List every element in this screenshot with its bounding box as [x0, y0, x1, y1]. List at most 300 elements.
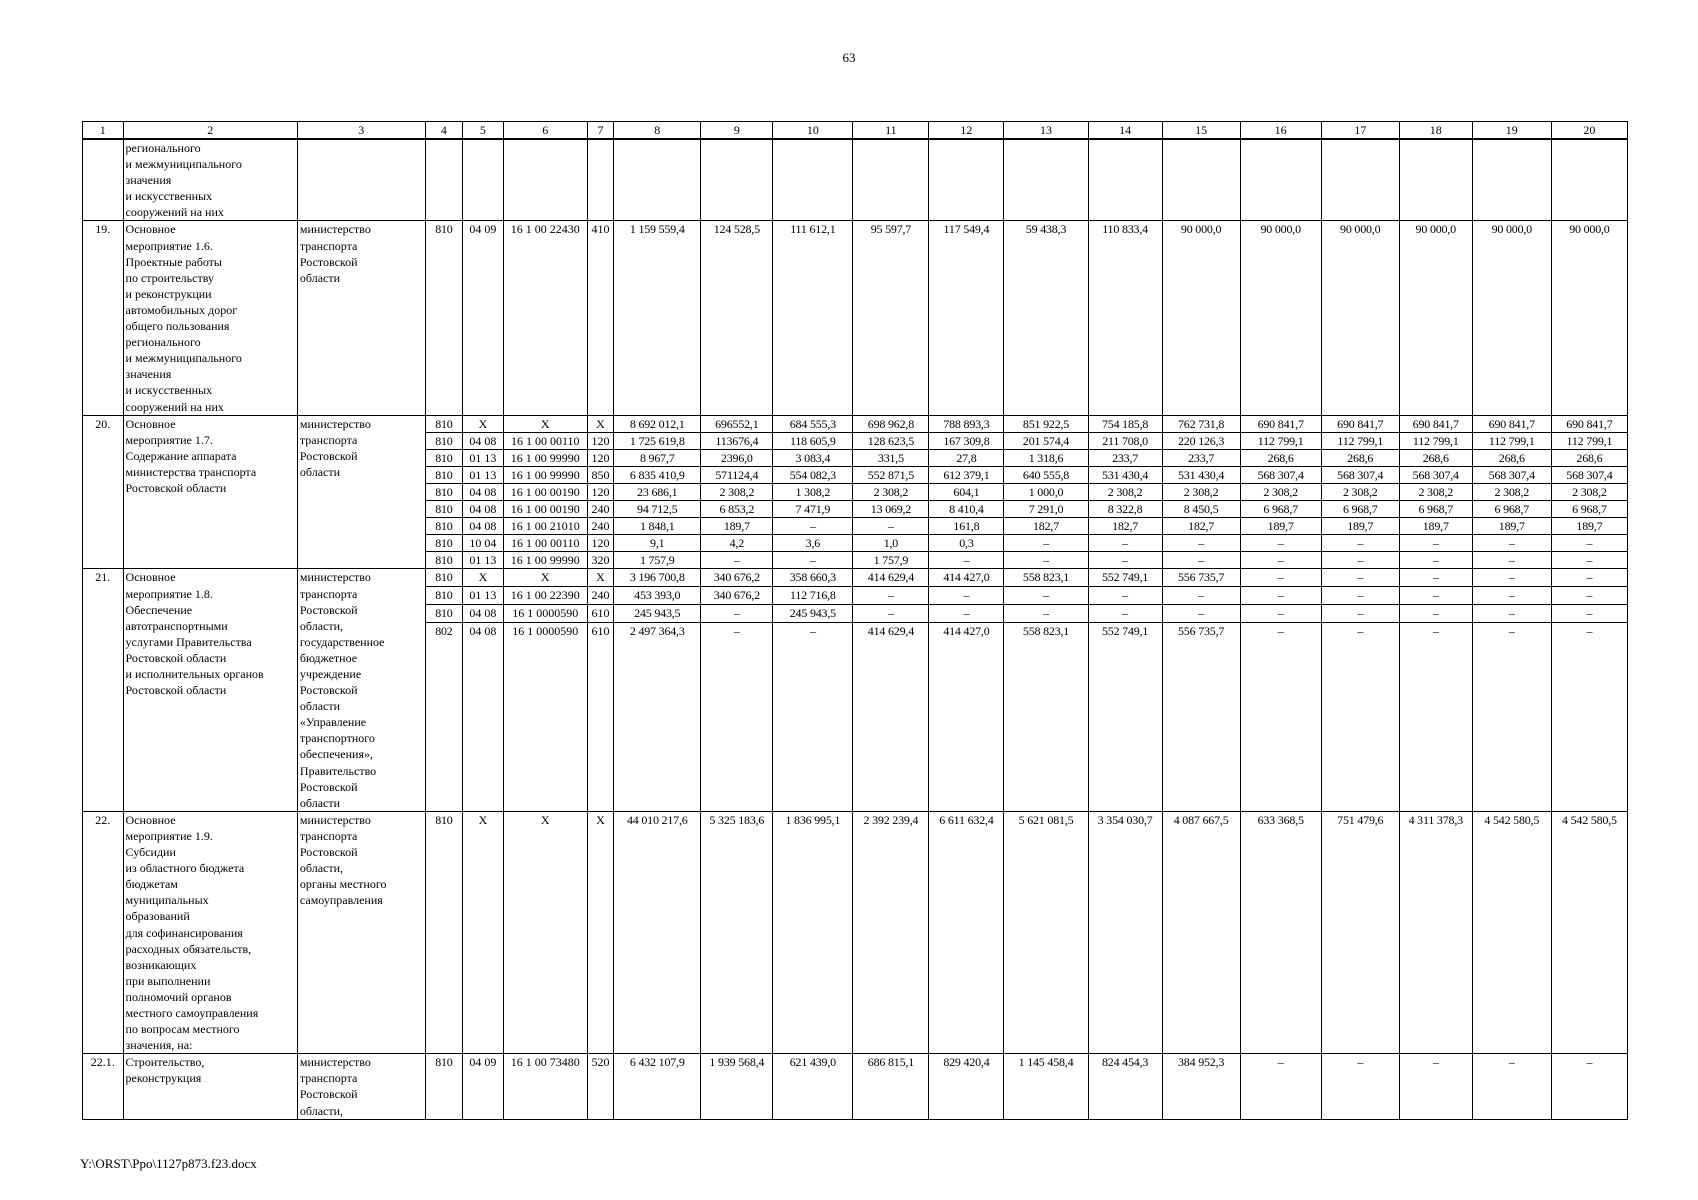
- activity-name: Основное мероприятие 1.6. Проектные работы по строительству и реконструкции автомобильных дорог общего пользования регионального и межмуниципального значения и искусственных сооружений на них: [123, 221, 297, 415]
- section-code: 04 09: [463, 221, 504, 415]
- section-code: 04 08: [463, 432, 504, 449]
- amount-year-col-16: –: [1162, 587, 1240, 605]
- amount-year-col-18: 6 968,7: [1321, 501, 1399, 518]
- amount-year-col-15: 552 749,1: [1088, 569, 1162, 587]
- amount-year-col-14: 1 000,0: [1004, 483, 1088, 500]
- empty-cell: [463, 139, 504, 221]
- amount-year-col-15: 233,7: [1088, 449, 1162, 466]
- amount-year-col-16: –: [1162, 605, 1240, 623]
- amount-year-col-18: 2 308,2: [1321, 483, 1399, 500]
- amount-year-col-21: –: [1551, 587, 1627, 605]
- section-code: 01 13: [463, 449, 504, 466]
- amount-year-col-21: –: [1551, 1054, 1627, 1119]
- amount-year-col-16: 556 735,7: [1162, 623, 1240, 812]
- amount-year-col-11: 1 836 995,1: [773, 811, 853, 1053]
- amount-year-col-18: –: [1321, 623, 1399, 812]
- amount-year-col-14: 201 574,4: [1004, 432, 1088, 449]
- empty-cell: [1472, 139, 1551, 221]
- empty-cell: [773, 139, 853, 221]
- section-code: 01 13: [463, 552, 504, 569]
- expense-type-code: 320: [587, 552, 613, 569]
- amount-year-col-20: 112 799,1: [1472, 432, 1551, 449]
- table-row: [83, 221, 1628, 415]
- amount-year-col-9: 2 497 364,3: [614, 623, 701, 812]
- amount-year-col-15: 182,7: [1088, 518, 1162, 535]
- amount-year-col-16: 531 430,4: [1162, 466, 1240, 483]
- amount-year-col-10: 4,2: [701, 535, 773, 552]
- amount-year-col-21: 4 542 580,5: [1551, 811, 1627, 1053]
- column-header-17: 17: [1321, 122, 1399, 140]
- amount-year-col-17: –: [1240, 535, 1321, 552]
- amount-year-col-11: 7 471,9: [773, 501, 853, 518]
- amount-year-col-11: 1 308,2: [773, 483, 853, 500]
- table-row: [83, 415, 1628, 432]
- page-number: 63: [842, 50, 856, 65]
- amount-year-col-14: 182,7: [1004, 518, 1088, 535]
- amount-year-col-15: –: [1088, 552, 1162, 569]
- empty-cell: [1399, 139, 1472, 221]
- amount-year-col-10: 6 853,2: [701, 501, 773, 518]
- empty-cell: [1004, 139, 1088, 221]
- empty-cell: [701, 139, 773, 221]
- empty-cell: [929, 139, 1004, 221]
- amount-year-col-9: 23 686,1: [614, 483, 701, 500]
- amount-year-col-17: 90 000,0: [1240, 221, 1321, 415]
- expense-type-code: 120: [587, 535, 613, 552]
- amount-year-col-20: –: [1472, 587, 1551, 605]
- amount-year-col-13: –: [929, 552, 1004, 569]
- amount-year-col-13: 27,8: [929, 449, 1004, 466]
- target-article-code: X: [503, 415, 587, 432]
- section-code: 10 04: [463, 535, 504, 552]
- empty-cell: [425, 139, 463, 221]
- expense-type-code: X: [587, 811, 613, 1053]
- amount-year-col-21: 112 799,1: [1551, 432, 1627, 449]
- amount-year-col-21: 2 308,2: [1551, 483, 1627, 500]
- amount-year-col-14: –: [1004, 552, 1088, 569]
- section-code: 04 08: [463, 518, 504, 535]
- expense-type-code: 240: [587, 518, 613, 535]
- empty-cell: [1162, 139, 1240, 221]
- section-code: X: [463, 811, 504, 1053]
- amount-year-col-21: 268,6: [1551, 449, 1627, 466]
- amount-year-col-9: 94 712,5: [614, 501, 701, 518]
- amount-year-col-12: 552 871,5: [853, 466, 929, 483]
- amount-year-col-17: –: [1240, 552, 1321, 569]
- amount-year-col-17: –: [1240, 623, 1321, 812]
- activity-name: Основное мероприятие 1.9. Субсидии из областного бюджета бюджетам муниципальных образований для софинансирования расходных обязательств, возникающих при выполнении полномочий органов местного самоуправления по вопросам местного значения, на:: [123, 811, 297, 1053]
- amount-year-col-17: 633 368,5: [1240, 811, 1321, 1053]
- amount-year-col-20: 690 841,7: [1472, 415, 1551, 432]
- section-code: 04 08: [463, 605, 504, 623]
- amount-year-col-10: 5 325 183,6: [701, 811, 773, 1053]
- amount-year-col-21: –: [1551, 623, 1627, 812]
- activity-name: Строительство, реконструкция: [123, 1054, 297, 1119]
- expense-type-code: X: [587, 569, 613, 587]
- amount-year-col-10: –: [701, 605, 773, 623]
- amount-year-col-14: 1 145 458,4: [1004, 1054, 1088, 1119]
- amount-year-col-19: –: [1399, 623, 1472, 812]
- amount-year-col-9: 8 692 012,1: [614, 415, 701, 432]
- target-article-code: 16 1 00 73480: [503, 1054, 587, 1119]
- amount-year-col-13: 612 379,1: [929, 466, 1004, 483]
- row-number: 21.: [83, 569, 124, 811]
- amount-year-col-11: 554 082,3: [773, 466, 853, 483]
- amount-year-col-9: 1 757,9: [614, 552, 701, 569]
- amount-year-col-16: 233,7: [1162, 449, 1240, 466]
- amount-year-col-12: 414 629,4: [853, 569, 929, 587]
- amount-year-col-13: 0,3: [929, 535, 1004, 552]
- target-article-code: 16 1 00 00110: [503, 535, 587, 552]
- ministry-code: 810: [425, 518, 463, 535]
- target-article-code: 16 1 00 00190: [503, 483, 587, 500]
- column-header-3: 3: [297, 122, 425, 140]
- amount-year-col-17: 6 968,7: [1240, 501, 1321, 518]
- amount-year-col-20: –: [1472, 605, 1551, 623]
- amount-year-col-19: –: [1399, 1054, 1472, 1119]
- column-header-8: 8: [614, 122, 701, 140]
- target-article-code: X: [503, 811, 587, 1053]
- amount-year-col-9: 6 835 410,9: [614, 466, 701, 483]
- ministry-code: 810: [425, 449, 463, 466]
- amount-year-col-15: 3 354 030,7: [1088, 811, 1162, 1053]
- row-number: 19.: [83, 221, 124, 415]
- amount-year-col-13: 161,8: [929, 518, 1004, 535]
- section-code: X: [463, 415, 504, 432]
- amount-year-col-21: 568 307,4: [1551, 466, 1627, 483]
- amount-year-col-11: 118 605,9: [773, 432, 853, 449]
- amount-year-col-11: 111 612,1: [773, 221, 853, 415]
- empty-cell: [614, 139, 701, 221]
- amount-year-col-18: 90 000,0: [1321, 221, 1399, 415]
- amount-year-col-16: 2 308,2: [1162, 483, 1240, 500]
- row-number: [83, 139, 124, 221]
- amount-year-col-12: 686 815,1: [853, 1054, 929, 1119]
- amount-year-col-12: 1,0: [853, 535, 929, 552]
- amount-year-col-16: –: [1162, 552, 1240, 569]
- amount-year-col-19: 4 311 378,3: [1399, 811, 1472, 1053]
- amount-year-col-19: –: [1399, 569, 1472, 587]
- amount-year-col-15: –: [1088, 535, 1162, 552]
- amount-year-col-20: 189,7: [1472, 518, 1551, 535]
- amount-year-col-11: 245 943,5: [773, 605, 853, 623]
- amount-year-col-18: –: [1321, 535, 1399, 552]
- ministry-code: 810: [425, 432, 463, 449]
- section-code: 04 09: [463, 1054, 504, 1119]
- amount-year-col-10: 340 676,2: [701, 569, 773, 587]
- amount-year-col-14: 640 555,8: [1004, 466, 1088, 483]
- amount-year-col-19: 2 308,2: [1399, 483, 1472, 500]
- amount-year-col-14: 59 438,3: [1004, 221, 1088, 415]
- amount-year-col-10: 113676,4: [701, 432, 773, 449]
- column-header-20: 20: [1551, 122, 1627, 140]
- amount-year-col-14: 5 621 081,5: [1004, 811, 1088, 1053]
- expense-type-code: 120: [587, 449, 613, 466]
- amount-year-col-9: 3 196 700,8: [614, 569, 701, 587]
- amount-year-col-15: 531 430,4: [1088, 466, 1162, 483]
- empty-cell: [297, 139, 425, 221]
- amount-year-col-10: 571124,4: [701, 466, 773, 483]
- section-code: 04 08: [463, 623, 504, 812]
- target-article-code: 16 1 00 21010: [503, 518, 587, 535]
- amount-year-col-17: 690 841,7: [1240, 415, 1321, 432]
- amount-year-col-20: –: [1472, 552, 1551, 569]
- ministry-code: 810: [425, 466, 463, 483]
- amount-year-col-21: –: [1551, 569, 1627, 587]
- amount-year-col-11: 358 660,3: [773, 569, 853, 587]
- target-article-code: X: [503, 569, 587, 587]
- amount-year-col-16: 8 450,5: [1162, 501, 1240, 518]
- executor: министерство транспорта Ростовской области, органы местного самоуправления: [297, 811, 425, 1053]
- ministry-code: 810: [425, 1054, 463, 1119]
- empty-cell: [1088, 139, 1162, 221]
- amount-year-col-12: 95 597,7: [853, 221, 929, 415]
- table-row: [83, 569, 1628, 587]
- amount-year-col-17: 2 308,2: [1240, 483, 1321, 500]
- empty-cell: [1551, 139, 1627, 221]
- column-header-9: 9: [701, 122, 773, 140]
- amount-year-col-12: 414 629,4: [853, 623, 929, 812]
- amount-year-col-9: 8 967,7: [614, 449, 701, 466]
- amount-year-col-18: –: [1321, 569, 1399, 587]
- table-row: [83, 811, 1628, 1053]
- row-number: 22.: [83, 811, 124, 1053]
- executor: министерство транспорта Ростовской области: [297, 221, 425, 415]
- amount-year-col-15: 552 749,1: [1088, 623, 1162, 812]
- column-header-14: 14: [1088, 122, 1162, 140]
- amount-year-col-17: 189,7: [1240, 518, 1321, 535]
- target-article-code: 16 1 0000590: [503, 623, 587, 812]
- expense-type-code: 610: [587, 623, 613, 812]
- amount-year-col-14: –: [1004, 587, 1088, 605]
- program-table: [82, 121, 1628, 1120]
- amount-year-col-15: 110 833,4: [1088, 221, 1162, 415]
- amount-year-col-12: –: [853, 605, 929, 623]
- amount-year-col-15: 754 185,8: [1088, 415, 1162, 432]
- amount-year-col-18: 189,7: [1321, 518, 1399, 535]
- amount-year-col-16: 220 126,3: [1162, 432, 1240, 449]
- amount-year-col-19: 568 307,4: [1399, 466, 1472, 483]
- amount-year-col-20: 6 968,7: [1472, 501, 1551, 518]
- amount-year-col-16: 762 731,8: [1162, 415, 1240, 432]
- amount-year-col-19: –: [1399, 552, 1472, 569]
- amount-year-col-19: –: [1399, 587, 1472, 605]
- amount-year-col-21: 189,7: [1551, 518, 1627, 535]
- amount-year-col-20: –: [1472, 623, 1551, 812]
- expense-type-code: X: [587, 415, 613, 432]
- amount-year-col-17: –: [1240, 569, 1321, 587]
- amount-year-col-11: 684 555,3: [773, 415, 853, 432]
- activity-name: регионального и межмуниципального значения и искусственных сооружений на них: [123, 139, 297, 221]
- column-header-15: 15: [1162, 122, 1240, 140]
- ministry-code: 810: [425, 535, 463, 552]
- row-number: 22.1.: [83, 1054, 124, 1119]
- amount-year-col-18: 690 841,7: [1321, 415, 1399, 432]
- column-header-4: 4: [425, 122, 463, 140]
- amount-year-col-14: 1 318,6: [1004, 449, 1088, 466]
- section-code: 04 08: [463, 501, 504, 518]
- amount-year-col-11: 112 716,8: [773, 587, 853, 605]
- amount-year-col-14: 851 922,5: [1004, 415, 1088, 432]
- column-header-16: 16: [1240, 122, 1321, 140]
- amount-year-col-9: 1 848,1: [614, 518, 701, 535]
- amount-year-col-11: 621 439,0: [773, 1054, 853, 1119]
- amount-year-col-16: 4 087 667,5: [1162, 811, 1240, 1053]
- amount-year-col-20: –: [1472, 1054, 1551, 1119]
- expense-type-code: 850: [587, 466, 613, 483]
- amount-year-col-12: 1 757,9: [853, 552, 929, 569]
- target-article-code: 16 1 0000590: [503, 605, 587, 623]
- column-header-2: 2: [123, 122, 297, 140]
- amount-year-col-11: 3 083,4: [773, 449, 853, 466]
- executor: министерство транспорта Ростовской области, государственное бюджетное учреждение Ростовской области «Управление транспортного обеспечения», Правительство Ростовской области: [297, 569, 425, 811]
- section-code: 01 13: [463, 466, 504, 483]
- target-article-code: 16 1 00 99990: [503, 449, 587, 466]
- amount-year-col-17: 112 799,1: [1240, 432, 1321, 449]
- amount-year-col-10: 2 308,2: [701, 483, 773, 500]
- target-article-code: 16 1 00 99990: [503, 552, 587, 569]
- amount-year-col-18: 112 799,1: [1321, 432, 1399, 449]
- amount-year-col-10: –: [701, 552, 773, 569]
- expense-type-code: 610: [587, 605, 613, 623]
- expense-type-code: 120: [587, 432, 613, 449]
- amount-year-col-13: 829 420,4: [929, 1054, 1004, 1119]
- amount-year-col-13: –: [929, 605, 1004, 623]
- table-row-continuation: [83, 139, 1628, 221]
- column-header-18: 18: [1399, 122, 1472, 140]
- amount-year-col-13: 8 410,4: [929, 501, 1004, 518]
- amount-year-col-16: –: [1162, 535, 1240, 552]
- column-header-5: 5: [463, 122, 504, 140]
- amount-year-col-18: 568 307,4: [1321, 466, 1399, 483]
- amount-year-col-18: 751 479,6: [1321, 811, 1399, 1053]
- amount-year-col-12: 331,5: [853, 449, 929, 466]
- amount-year-col-17: –: [1240, 587, 1321, 605]
- expense-type-code: 410: [587, 221, 613, 415]
- amount-year-col-17: 268,6: [1240, 449, 1321, 466]
- amount-year-col-11: –: [773, 518, 853, 535]
- activity-name: Основное мероприятие 1.7. Содержание аппарата министерства транспорта Ростовской области: [123, 415, 297, 569]
- amount-year-col-13: –: [929, 587, 1004, 605]
- column-header-19: 19: [1472, 122, 1551, 140]
- table-row: [83, 1054, 1628, 1119]
- amount-year-col-20: –: [1472, 535, 1551, 552]
- amount-year-col-15: –: [1088, 587, 1162, 605]
- amount-year-col-20: 90 000,0: [1472, 221, 1551, 415]
- amount-year-col-21: 6 968,7: [1551, 501, 1627, 518]
- column-header-6: 6: [503, 122, 587, 140]
- amount-year-col-12: 2 308,2: [853, 483, 929, 500]
- amount-year-col-12: –: [853, 587, 929, 605]
- column-header-10: 10: [773, 122, 853, 140]
- target-article-code: 16 1 00 99990: [503, 466, 587, 483]
- empty-cell: [503, 139, 587, 221]
- section-code: X: [463, 569, 504, 587]
- amount-year-col-19: 90 000,0: [1399, 221, 1472, 415]
- amount-year-col-20: 4 542 580,5: [1472, 811, 1551, 1053]
- section-code: 04 08: [463, 483, 504, 500]
- amount-year-col-9: 245 943,5: [614, 605, 701, 623]
- column-header-11: 11: [853, 122, 929, 140]
- column-header-13: 13: [1004, 122, 1088, 140]
- amount-year-col-20: 2 308,2: [1472, 483, 1551, 500]
- amount-year-col-12: 2 392 239,4: [853, 811, 929, 1053]
- amount-year-col-18: –: [1321, 552, 1399, 569]
- amount-year-col-12: 13 069,2: [853, 501, 929, 518]
- amount-year-col-17: –: [1240, 1054, 1321, 1119]
- ministry-code: 810: [425, 569, 463, 587]
- amount-year-col-18: 268,6: [1321, 449, 1399, 466]
- amount-year-col-19: 6 968,7: [1399, 501, 1472, 518]
- ministry-code: 810: [425, 415, 463, 432]
- amount-year-col-18: –: [1321, 605, 1399, 623]
- ministry-code: 810: [425, 587, 463, 605]
- amount-year-col-20: –: [1472, 569, 1551, 587]
- empty-cell: [1321, 139, 1399, 221]
- amount-year-col-12: 128 623,5: [853, 432, 929, 449]
- amount-year-col-10: –: [701, 623, 773, 812]
- amount-year-col-16: 384 952,3: [1162, 1054, 1240, 1119]
- amount-year-col-19: –: [1399, 535, 1472, 552]
- column-header-12: 12: [929, 122, 1004, 140]
- amount-year-col-15: –: [1088, 605, 1162, 623]
- amount-year-col-21: 690 841,7: [1551, 415, 1627, 432]
- amount-year-col-15: 824 454,3: [1088, 1054, 1162, 1119]
- amount-year-col-10: 2396,0: [701, 449, 773, 466]
- executor: министерство транспорта Ростовской области,: [297, 1054, 425, 1119]
- amount-year-col-11: –: [773, 623, 853, 812]
- amount-year-col-10: 340 676,2: [701, 587, 773, 605]
- amount-year-col-12: –: [853, 518, 929, 535]
- column-header-1: 1: [83, 122, 124, 140]
- section-code: 01 13: [463, 587, 504, 605]
- executor: министерство транспорта Ростовской области: [297, 415, 425, 569]
- amount-year-col-16: 556 735,7: [1162, 569, 1240, 587]
- amount-year-col-11: 3,6: [773, 535, 853, 552]
- amount-year-col-9: 1 725 619,8: [614, 432, 701, 449]
- target-article-code: 16 1 00 22430: [503, 221, 587, 415]
- amount-year-col-19: 189,7: [1399, 518, 1472, 535]
- amount-year-col-9: 1 159 559,4: [614, 221, 701, 415]
- amount-year-col-13: 414 427,0: [929, 623, 1004, 812]
- amount-year-col-21: 90 000,0: [1551, 221, 1627, 415]
- amount-year-col-9: 453 393,0: [614, 587, 701, 605]
- amount-year-col-13: 167 309,8: [929, 432, 1004, 449]
- amount-year-col-15: 2 308,2: [1088, 483, 1162, 500]
- empty-cell: [1240, 139, 1321, 221]
- amount-year-col-14: 558 823,1: [1004, 623, 1088, 812]
- amount-year-col-12: 698 962,8: [853, 415, 929, 432]
- ministry-code: 802: [425, 623, 463, 812]
- expense-type-code: 120: [587, 483, 613, 500]
- ministry-code: 810: [425, 552, 463, 569]
- ministry-code: 810: [425, 605, 463, 623]
- file-path-footer: Y:\ORST\Ppo\1127p873.f23.docx: [80, 1156, 257, 1171]
- empty-cell: [587, 139, 613, 221]
- empty-cell: [853, 139, 929, 221]
- amount-year-col-15: 211 708,0: [1088, 432, 1162, 449]
- amount-year-col-19: 112 799,1: [1399, 432, 1472, 449]
- target-article-code: 16 1 00 00110: [503, 432, 587, 449]
- amount-year-col-14: –: [1004, 535, 1088, 552]
- amount-year-col-17: –: [1240, 605, 1321, 623]
- header-row: [83, 122, 1628, 140]
- amount-year-col-10: 696552,1: [701, 415, 773, 432]
- target-article-code: 16 1 00 22390: [503, 587, 587, 605]
- ministry-code: 810: [425, 483, 463, 500]
- row-number: 20.: [83, 415, 124, 569]
- amount-year-col-18: –: [1321, 587, 1399, 605]
